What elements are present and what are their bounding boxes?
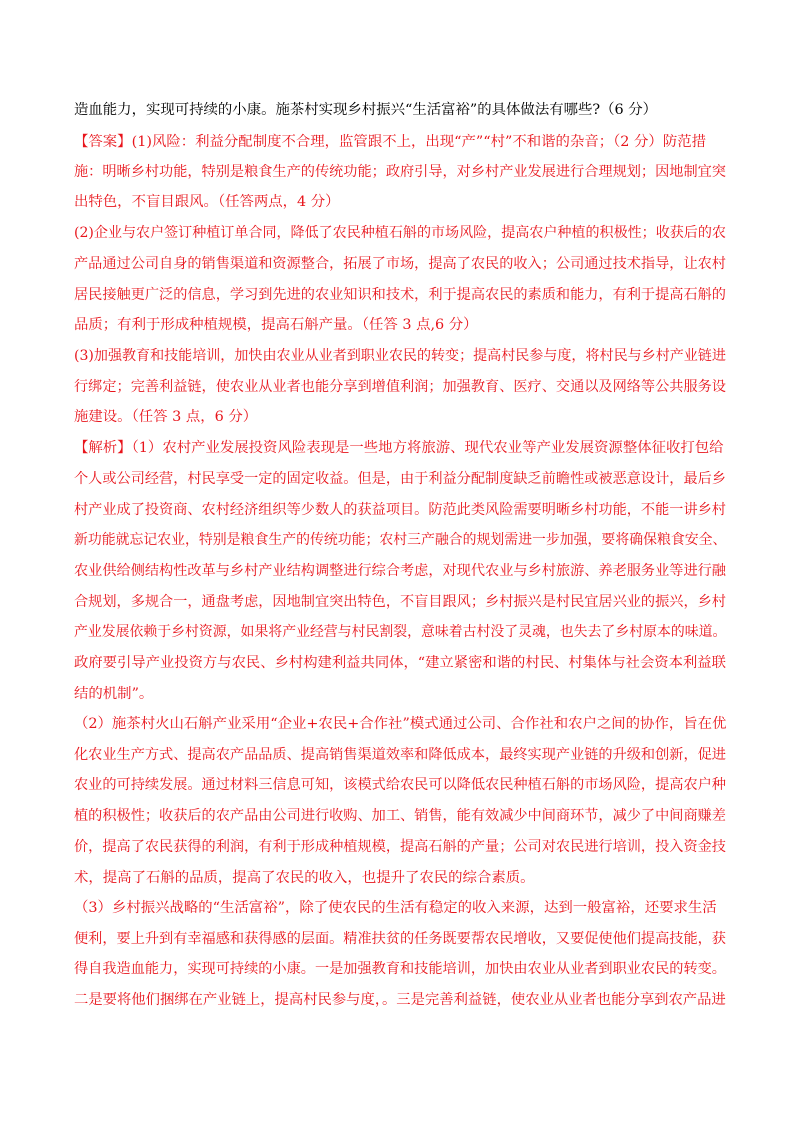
analysis-tag: 【解析】 (74, 440, 132, 456)
answer-text: (3)加强教育和技能培训，加快由农业从业者到职业农民的转变；提高村民参与度，将村民与乡村产业链进 (74, 348, 726, 364)
answer-line (74, 132, 706, 152)
analysis-text: 个人或公司经营，村民享受一定的固定收益。但是，由于利益分配制度缺乏前瞻性或被恶意设计，最后乡 (74, 471, 726, 487)
answer-text: 居民接触更广泛的信息，学习到先进的农业知识和技术，利于提高农民的素质和能力，有利于提高石斛的 (74, 287, 726, 303)
analysis-text: 政府要引导产业投资方与农民、乡村构建利益共同体，“建立紧密和谐的村民、村集体与社会资本利益联 (74, 655, 726, 671)
analysis-text: （1）农村产业发展投资风险表现是一些地方将旅游、现代农业等产业发展资源整体征收打包给 (131, 440, 724, 456)
analysis-text: 二是要将他们捆绑在产业链上，提高村民参与度，。三是完善利益链，使农业从业者也能分享到农产品进 (74, 992, 726, 1008)
analysis-text: 化农业生产方式、提高农产品品质、提高销售渠道效率和降低成本，最终实现产业链的升级和创新，促进 (74, 747, 726, 763)
analysis-text: 价，提高了农民获得的利润，有利于形成种植规模，提高石斛的产量；公司对农民进行培训，投入资金技 (74, 839, 726, 855)
analysis-text: 术，提高了石斛的品质，提高了农民的收入，也提升了农民的综合素质。 (74, 870, 535, 886)
answer-text: 施：明晰乡村功能，特别是粮食生产的传统功能；政府引导，对乡村产业发展进行合理规划；因地制宜突 (74, 164, 726, 180)
answer-tag: 【答案】 (74, 134, 132, 150)
answer-text: 品质；有利于形成种植规模，提高石斛产量。（任答 3 点,6 分） (74, 317, 478, 333)
answer-text: 产品通过公司自身的销售渠道和资源整合，拓展了市场，提高了农民的收入；公司通过技术指导，让农村 (74, 256, 726, 272)
answer-text: 施建设。（任答 3 点，6 分） (74, 409, 258, 425)
answer-text: 出特色，不盲目跟风。（任答两点，4 分） (74, 194, 340, 210)
analysis-text: 农业的可持续发展。通过材料三信息可知，该模式给农民可以降低农民种植石斛的市场风险，提高农户种 (74, 777, 726, 793)
analysis-text: 植的积极性；收获后的农产品由公司进行收购、加工、销售，能有效减少中间商环节，减少了中间商赚差 (74, 808, 726, 824)
answer-text: (1)风险：利益分配制度不合理，监管跟不上，出现“产”“村”不和谐的杂音；（2 分）防范措 (131, 134, 706, 150)
analysis-line (74, 438, 724, 458)
analysis-text: 得自我造血能力，实现可持续的小康。一是加强教育和技能培训，加快由农业从业者到职业农民的转变。 (74, 961, 726, 977)
analysis-text: 合规划，多规合一，通盘考虑，因地制宜突出特色，不盲目跟风；乡村振兴是村民宜居兴业的振兴，乡村 (74, 594, 726, 610)
answer-text: 行绑定；完善利益链，使农业从业者也能分享到增值利润；加强教育、医疗、交通以及网络等公共服务设 (74, 379, 726, 395)
analysis-text: 村产业成了投资商、农村经济组织等少数人的获益项目。防范此类风险需要明晰乡村功能，不能一讲乡村 (74, 502, 726, 518)
analysis-text: （2）施茶村火山石斛产业采用“企业+农民+合作社”模式通过公司、合作社和农户之间的协作，旨在优 (74, 716, 727, 732)
analysis-text: 新功能就忘记农业，特别是粮食生产的传统功能；农村三产融合的规划需进一步加强，要将确保粮食安全、 (74, 532, 727, 548)
analysis-text: （3）乡村振兴战略的“生活富裕”，除了使农民的生活有稳定的收入来源，达到一般富裕，还要求生活 (74, 900, 717, 916)
answer-text: (2)企业与农户签订种植订单合同，降低了农民种植石斛的市场风险，提高农户种植的积极性；收获后的农 (74, 225, 726, 241)
analysis-text: 产业发展依赖于乡村资源，如果将产业经营与村民割裂，意味着古村没了灵魂，也失去了乡村原本的味道。 (74, 624, 727, 640)
analysis-text: 结的机制”。 (74, 686, 154, 702)
analysis-text: 农业供给侧结构性改革与乡村产业结构调整进行综合考虑，对现代农业与乡村旅游、养老服务业等进行融 (74, 563, 726, 579)
question-text: 造血能力，实现可持续的小康。施茶村实现乡村振兴“生活富裕”的具体做法有哪些?（6 分） (74, 102, 658, 118)
analysis-text: 便利，要上升到有幸福感和获得感的层面。精准扶贫的任务既要帮农民增收，又要促使他们提高技能，获 (74, 931, 726, 947)
